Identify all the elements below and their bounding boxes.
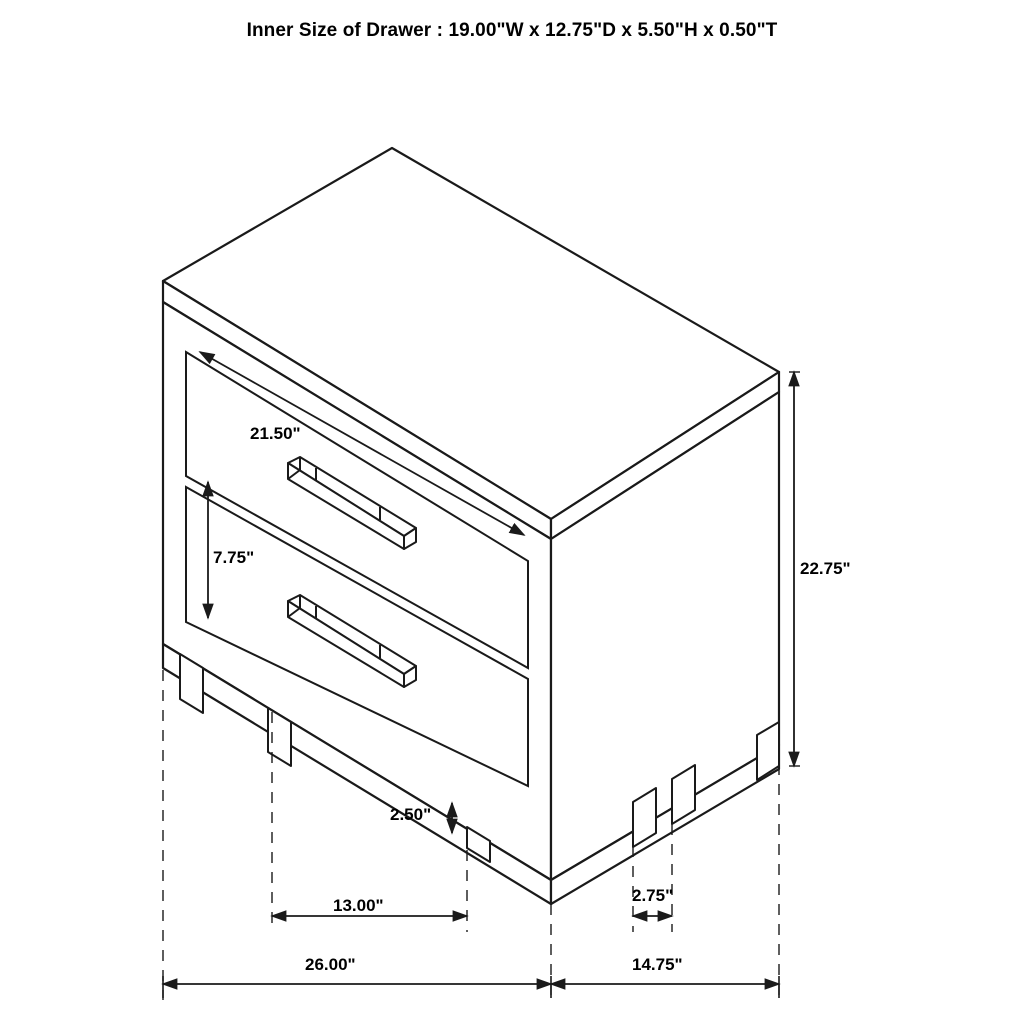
dim-label-leg-height: 2.50" <box>390 805 432 824</box>
dim-label-overall-width: 26.00" <box>305 955 356 974</box>
dim-label-drawer-height: 7.75" <box>213 548 255 567</box>
dim-label-overall-depth: 14.75" <box>632 955 683 974</box>
dim-label-side-leg: 2.75" <box>632 886 674 905</box>
dim-label-overall-height: 22.75" <box>800 559 851 578</box>
page-title: Inner Size of Drawer : 19.00"W x 12.75"D x 5.50"H x 0.50"T <box>246 20 778 41</box>
dim-label-drawer-width: 21.50" <box>250 424 301 443</box>
dim-label-leg-inset: 13.00" <box>333 896 384 915</box>
